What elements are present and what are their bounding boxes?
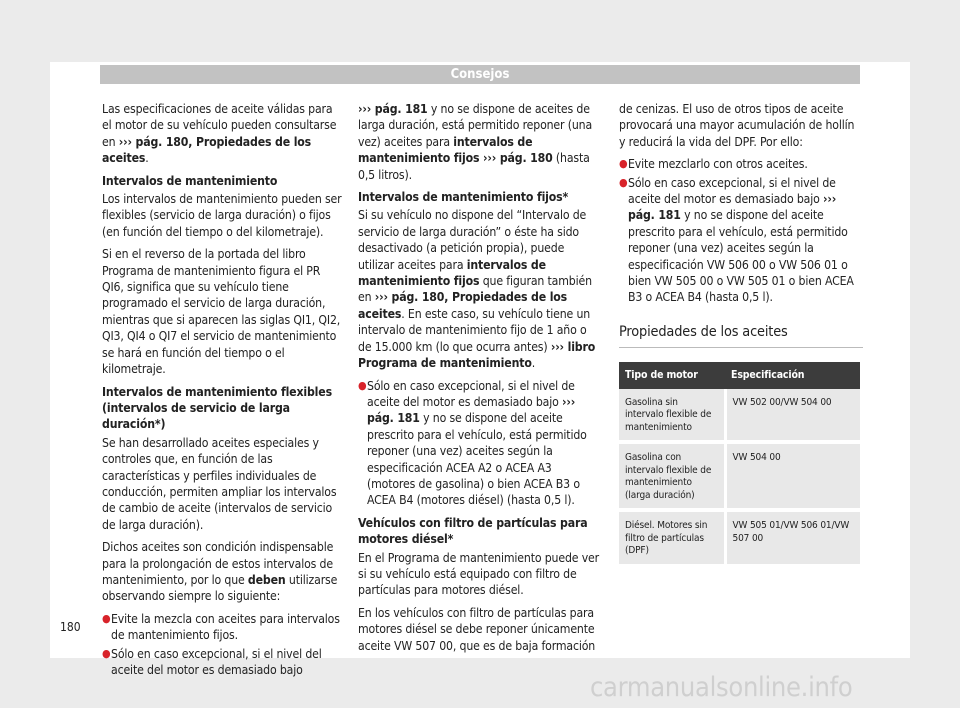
- table-row: [619, 442, 860, 510]
- paragraph: de cenizas. El uso de otros tipos de aceite provocará una mayor acumulación de hollín y reducirá la vida del DPF. Por ello:: [619, 102, 855, 149]
- paragraph: Se han desarrollado aceites especiales y controles que, en función de las características y perfiles individuales de conducción, permiten ampliar los intervalos de cambio de aceite (intervalos de servicio de larga duración).: [102, 435, 337, 532]
- page-number: 180: [60, 620, 81, 634]
- column-3: [619, 101, 863, 568]
- bullet-icon: ●: [619, 175, 628, 189]
- table-cell: Diésel. Motores sin filtro de partículas (DPF): [619, 510, 725, 566]
- list-item: ● Sólo en caso excepcional, si el nivel de aceite del motor es demasiado bajo ››› pág. 181 y no se dispone del aceite prescrito para el vehículo, está permitido reponer (una vez) aceites según la especificación VW 506 00 o VW 506 01 o bien VW 505 00 o VW 505 01 o bien ACEA B3 o ACEA B4 (hasta 0,5 l).: [619, 175, 854, 305]
- subheading: Intervalos de mantenimiento flexibles (intervalos de servicio de larga duración*): [102, 384, 332, 432]
- bullet-icon: ●: [102, 611, 111, 625]
- paragraph: ››› pág. 181 y no se dispone de aceites de larga duración, está permitido reponer (una vez) aceites para intervalos de mantenimiento fijos ››› pág. 180 (hasta 0,5 litros).: [358, 102, 593, 182]
- paragraph: Dichos aceites son condición indispensable para la prolongación de estos intervalos de mantenimiento, por lo que deben utilizarse observando siempre lo siguiente:: [102, 540, 338, 604]
- watermark: carmanualsonline.info: [590, 672, 853, 703]
- table-cell: Gasolina sin intervalo flexible de mantenimiento: [619, 389, 725, 443]
- table-cell: VW 502 00/VW 504 00: [725, 389, 860, 443]
- list-item: ● Evite mezclarlo con otros aceites.: [619, 157, 808, 172]
- paragraph: [102, 173, 344, 189]
- page-reference-link[interactable]: ››› pág. 180, Propiedades de los aceites: [358, 290, 568, 321]
- subheading: Intervalos de mantenimiento: [102, 173, 278, 188]
- page-reference-link[interactable]: ››› pág. 181: [358, 102, 428, 116]
- paragraph: Si en el reverso de la portada del libro Programa de mantenimiento figura el PR QI6, significa que su vehículo tiene programado el servicio de larga duración, mientras que si aparecen las siglas QI1, QI2, QI3, QI4 o QI7 el servicio de mantenimiento se hará en función del tiempo o el kilometraje.: [102, 247, 341, 377]
- list-item: ● Sólo en caso excepcional, si el nivel del aceite del motor es demasiado bajo: [102, 646, 322, 677]
- subheading: Vehículos con filtro de partículas para motores diésel*: [358, 515, 588, 547]
- table-row: [619, 389, 860, 443]
- column-header: Especificación: [725, 362, 860, 389]
- table-cell: VW 505 01/VW 506 01/VW 507 00: [725, 510, 860, 566]
- table-cell: Gasolina con intervalo flexible de mantenimiento (larga duración): [619, 442, 725, 510]
- paragraph: [102, 384, 344, 433]
- page-reference-link[interactable]: ››› pág. 180, Propiedades de los aceites: [102, 134, 312, 166]
- bullet-icon: ●: [102, 646, 111, 660]
- column-1: [102, 101, 344, 684]
- paragraph: En el Programa de mantenimiento puede ver si su vehículo está equipado con filtro de partículas para motores diésel.: [358, 550, 599, 598]
- column-header: Tipo de motor: [619, 362, 725, 389]
- section-title: Propiedades de los aceites: [619, 324, 863, 348]
- manual-reference-link[interactable]: ››› libro Programa de mantenimiento: [358, 339, 596, 371]
- table-header-row: [619, 362, 860, 389]
- table-row: [619, 510, 860, 566]
- paragraph: En los vehículos con filtro de partículas para motores diésel se debe reponer únicamente aceite VW 507 00, que es de baja formación: [358, 605, 596, 653]
- page-reference-link[interactable]: ››› pág. 181: [628, 192, 837, 223]
- table-cell: VW 504 00: [725, 442, 860, 510]
- list-item: ● Sólo en caso excepcional, si el nivel de aceite del motor es demasiado bajo ››› pág. 181 y no se dispone del aceite prescrito para el vehículo, está permitido reponer (una vez) aceites según la especificación ACEA A2 o ACEA A3 (motores de gasolina) o bien ACEA B3 o ACEA B4 (motores diésel) (hasta 0,5 l).: [358, 378, 587, 508]
- page-reference-link[interactable]: ››› pág. 180: [479, 151, 553, 166]
- paragraph: Las especificaciones de aceite válidas para el motor de su vehículo pueden consultarse en ››› pág. 180, Propiedades de los aceites.: [102, 102, 337, 166]
- bullet-icon: ●: [619, 157, 628, 171]
- paragraph: Si su vehículo no dispone del “Intervalo de servicio de larga duración” o éste ha sido desactivado (a petición propia), puede utilizar aceites para intervalos de mantenimiento fijos que figuran también en ››› pág. 180, Propiedades de los aceites. En este caso, su vehículo tiene un intervalo de mantenimiento fijo de 1 año o de 15.000 km (lo que ocurra antes) ››› libro Programa de mantenimiento.: [358, 208, 596, 371]
- subheading: Intervalos de mantenimiento fijos*: [358, 190, 569, 205]
- list-item: ● Evite la mezcla con aceites para intervalos de mantenimiento fijos.: [102, 611, 340, 643]
- bullet-icon: ●: [358, 378, 367, 392]
- oil-spec-table: [619, 362, 860, 568]
- paragraph: Los intervalos de mantenimiento pueden ser flexibles (servicio de larga duración) o fijos (en función del tiempo o del kilometraje).: [102, 192, 342, 239]
- paragraph: [358, 515, 602, 548]
- page-reference-link[interactable]: ››› pág. 181: [367, 394, 576, 426]
- column-2: [358, 101, 602, 660]
- paragraph: [358, 189, 602, 205]
- page-header: Consejos: [100, 65, 860, 84]
